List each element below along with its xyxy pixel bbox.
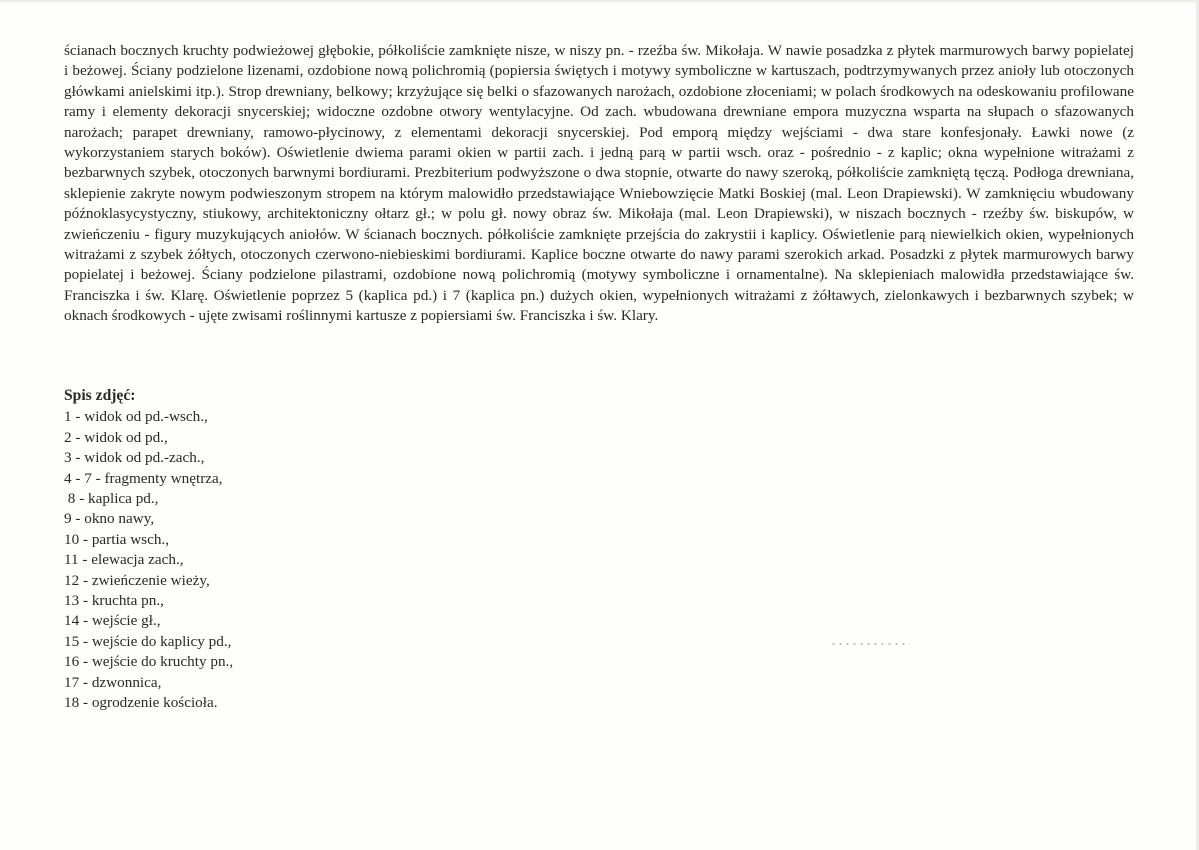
photo-list-item: 14 - wejście gł., [64,612,161,630]
scan-edge-top [0,0,1199,4]
photo-list-item: 15 - wejście do kaplicy pd., [64,632,232,650]
photo-list-item: 4 - 7 - fragmenty wnętrza, [64,469,223,487]
photo-list-title: Spis zdjęć: [64,387,136,404]
photo-list-item: 3 - widok od pd.-zach., [64,449,205,467]
photo-list-items [64,407,464,713]
photo-list-item: 12 - zwieńczenie wieży, [64,571,210,589]
photo-list-item: 17 - dzwonnica, [64,673,162,691]
photo-list [64,386,464,714]
photo-list-item: 18 - ogrodzenie kościoła. [64,694,218,712]
photo-list-item: 11 - elewacja zach., [64,551,184,569]
photo-list-item: 13 - kruchta pn., [64,592,164,610]
photo-list-item: 8 - kaplica pd., [64,490,159,508]
scan-speck-mark [830,641,910,647]
photo-list-item: 2 - widok od pd., [64,428,168,446]
photo-list-item: 9 - okno nawy, [64,510,155,528]
photo-list-item: 10 - partia wsch., [64,530,170,548]
description-paragraph: ścianach bocznych kruchty podwieżowej głębokie, półkoliście zamknięte nisze, w niszy pn. - rzeźba św. Mikołaja. W nawie posadzka z płytek marmurowych barwy popielatej i beżowej. Ściany podzielone lizenami, ozdobione nową polichromią (popiersia świętych i motywy symboliczne w kartuszach, podtrzymywanych przez anioły lub otoczonych główkami anielskimi itp.). Strop drewniany, belkowy; krzyżujące się belki o sfazowanych narożach, ozdobione złoceniami; w polach środkowych na odeskowaniu profilowane ramy i elementy dekoracji snycerskiej; widoczne ozdobne otwory wentylacyjne. Od zach. wbudowana drewniane empora muzyczna wsparta na słupach o sfazowanych narożach; parapet drewniany, ramowo-płycinowy, z elementami dekoracji snycerskiej. Pod emporą między wejściami - dwa stare konfesjonały. Ławki nowe (z wykorzystaniem starych boków). Oświetlenie dwiema parami okien w partii zach. i jedną parą w partii wsch. oraz - pośrednio - z kaplic; okna wypełnione witrażami z bezbarwnych szybek, otoczonych barwnymi bordiurami. Prezbiterium podwyższone o dwa stopnie, otwarte do nawy szeroką, półkoliście zamkniętą tęczą. Podłoga drewniana, sklepienie zakryte nowym podwieszonym stropem na którym malowidło przedstawiające Wniebowzięcie Matki Boskiej (mal. Leon Drapiewski). W zamknięciu wbudowany późnoklasycystyczny, stiukowy, architektoniczny ołtarz gł.; w polu gł. nowy obraz św. Mikołaja (mal. Leon Drapiewski), w niszach bocznych - rzeźby św. biskupów, w zwieńczeniu - figury muzykujących aniołów. W ścianach bocznych. półkoliście zamknięte przejścia do zakrystii i kaplicy. Oświetlenie parą niewielkich okien, wypełnionych witrażami z szybek żółtych, otoczonych czerwono-niebieskimi bordiurami. Kaplice boczne otwarte do nawy parami szerokich arkad. Posadzki z płytek marmurowych barwy popielatej i beżowej. Ściany podzielone pilastrami, ozdobione nową polichromią (motywy symboliczne i ornamentalne). Na sklepieniach malowidła przedstawiające św. Franciszka i św. Klarę. Oświetlenie poprzez 5 (kaplica pd.) i 7 (kaplica pn.) dużych okien, wypełnionych witrażami z żółtawych, zielonkawych i bezbarwnych szybek; w oknach środkowych - ujęte zwisami roślinnymi kartusze z popiersiami św. Franciszka i św. Klary. [64,42,1134,325]
photo-list-item: 16 - wejście do kruchty pn., [64,653,234,671]
photo-list-item: 1 - widok od pd.-wsch., [64,408,208,426]
